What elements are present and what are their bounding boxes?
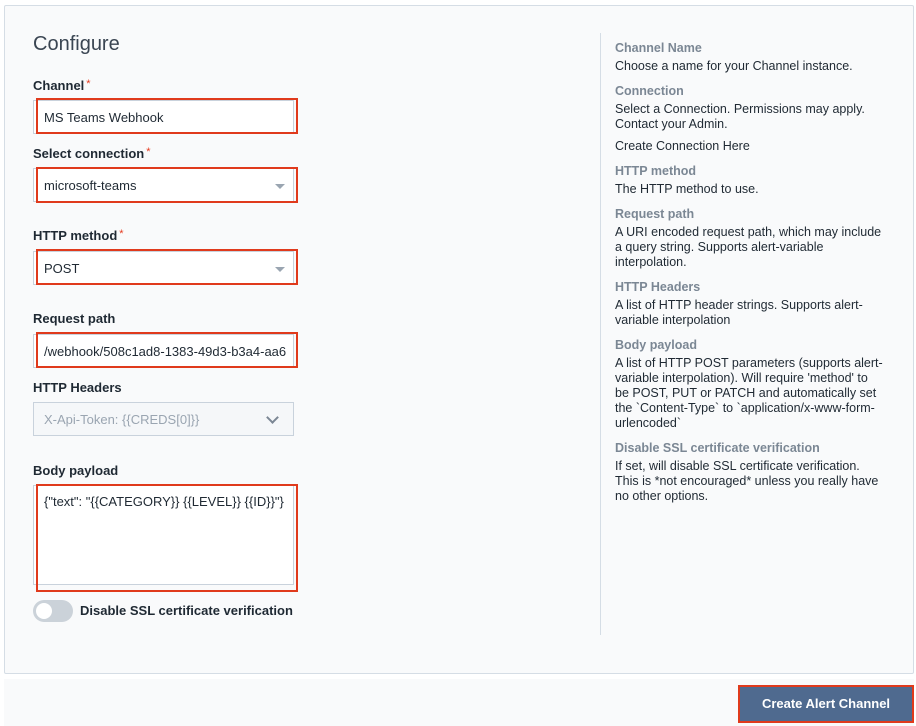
required-marker: * (119, 228, 124, 240)
http-method-select[interactable]: POST (33, 251, 294, 285)
channel-name-input[interactable]: MS Teams Webhook (33, 100, 294, 134)
help-title: Request path (615, 207, 695, 221)
help-text: A list of HTTP header strings. Supports alert-variable interpolation (615, 298, 863, 327)
body-payload-label: Body payload (33, 463, 119, 478)
column-divider (600, 33, 601, 635)
connection-select[interactable]: microsoft-teams (33, 168, 294, 202)
disable-ssl-toggle[interactable] (33, 600, 73, 622)
disable-ssl-label: Disable SSL certificate verification (80, 603, 293, 618)
help-text: The HTTP method to use. (615, 182, 759, 196)
request-path-label: Request path (33, 311, 116, 326)
help-title: Disable SSL certificate verification (615, 441, 820, 455)
request-path-input[interactable]: /webhook/508c1ad8-1383-49d3-b3a4-aa6 (33, 334, 294, 368)
help-text: If set, will disable SSL certificate verification. This is *not encouraged* unless you really have no other options. (615, 459, 879, 503)
help-request-path (615, 207, 885, 270)
help-text: Choose a name for your Channel instance. (615, 59, 853, 73)
help-text: A URI encoded request path, which may include a query string. Supports alert-variable interpolation. (615, 225, 882, 269)
caret-down-icon (275, 267, 285, 272)
caret-down-icon (275, 184, 285, 189)
help-title: Body payload (615, 338, 697, 352)
help-channel-name (615, 41, 885, 74)
help-title: Channel Name (615, 41, 702, 55)
channel-label: Channel * (33, 78, 91, 93)
help-connection (615, 84, 885, 132)
help-text: Select a Connection. Permissions may apply. Contact your Admin. (615, 102, 865, 131)
http-headers-label: HTTP Headers (33, 380, 122, 395)
help-http-method (615, 164, 885, 197)
help-http-headers (615, 280, 885, 328)
help-ssl (615, 441, 885, 504)
create-connection-link[interactable]: Create Connection Here (615, 139, 750, 153)
create-alert-channel-button[interactable]: Create Alert Channel (739, 686, 913, 722)
required-marker: * (146, 146, 151, 158)
help-title: Connection (615, 84, 684, 98)
help-body-payload (615, 338, 885, 431)
connection-label: Select connection * (33, 146, 151, 161)
body-payload-textarea[interactable]: {"text": "{{CATEGORY}} {{LEVEL}} {{ID}}"} (33, 485, 294, 585)
help-title: HTTP Headers (615, 280, 701, 294)
required-marker: * (86, 78, 91, 90)
page-title: Configure (33, 33, 120, 55)
chevron-down-icon (266, 411, 279, 424)
http-headers-select[interactable]: X-Api-Token: {{CREDS[0]}} (33, 402, 294, 436)
http-method-label: HTTP method * (33, 228, 124, 243)
help-title: HTTP method (615, 164, 697, 178)
toggle-knob (36, 603, 52, 619)
help-text: A list of HTTP POST parameters (supports alert-variable interpolation). Will require 'method' to be POST, PUT or PATCH and automatically set the `Content-Type` to `application/x-www-form-urlencoded` (615, 356, 883, 430)
